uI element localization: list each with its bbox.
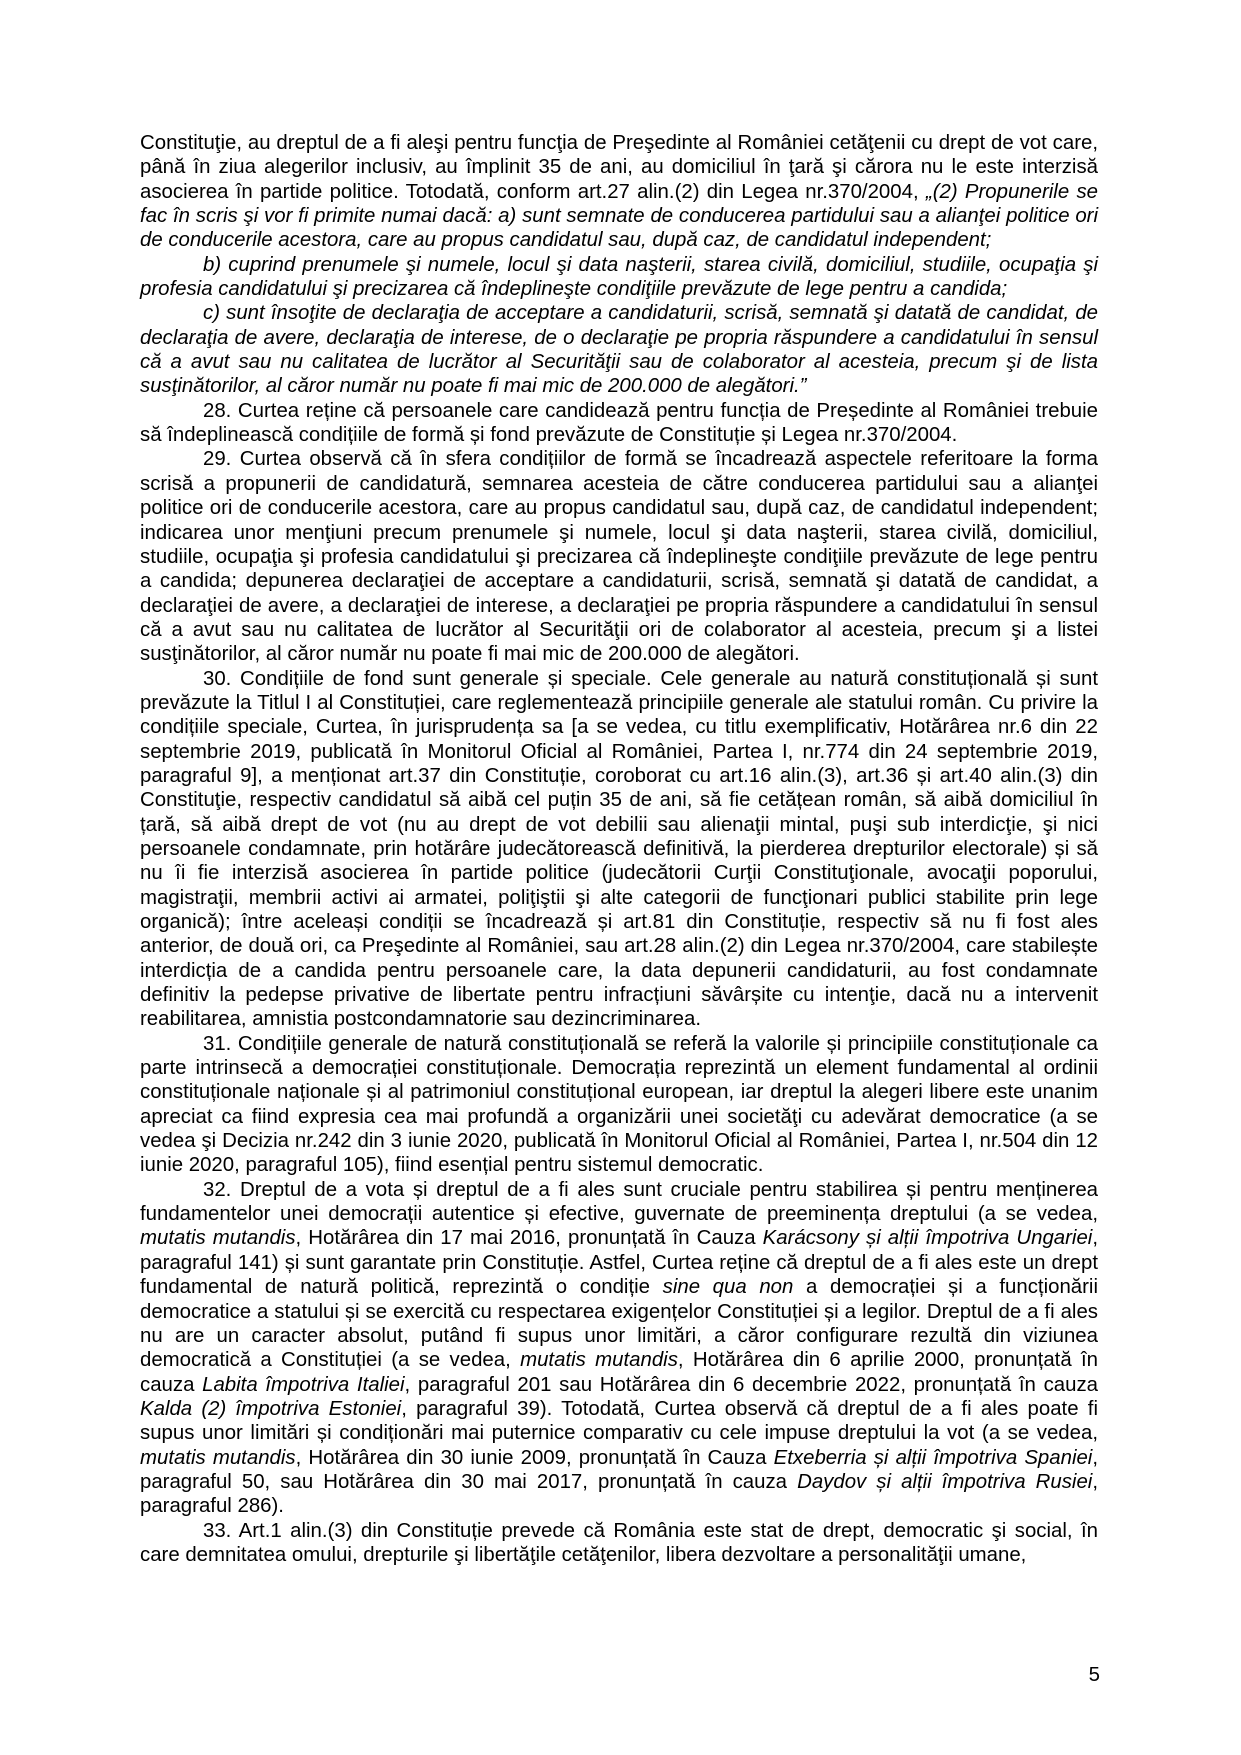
- paragraph: [140, 301, 1098, 398]
- text-run: , paragraful 50, sau Hotărârea din 30 mai 2017, pronunțată în cauza: [140, 1446, 1099, 1493]
- text-run: mutatis mutandis: [140, 1446, 296, 1469]
- text-run: , paragraful 141) și sunt garantate prin Constituție. Astfel, Curtea reține că dreptul de a fi ales este un drept fundamental de natură politică, reprezintă o condiție: [140, 1227, 1098, 1299]
- text-run: a democrației și a funcționării democratice a statului și se exercită cu respectarea exigențelor Constituției și a legilor. Dreptul de a fi ales nu are un caracter absolut, putând fi supus unor limitări, a căror configurare rezultă din viziunea democratică a Constituției (a se vedea,: [140, 1276, 1098, 1372]
- text-run: „(2) Propunerile se fac în scris şi vor fi primite numai dacă: a) sunt semnate de conducerea partidului sau a alianţei politice ori de conducerile acestora, care au propus candidatul sau, după caz, de candidatul independent;: [140, 180, 1098, 252]
- page-number: 5: [1088, 1664, 1100, 1686]
- paragraph: [140, 131, 1098, 253]
- text-run: sine qua non: [662, 1276, 794, 1299]
- text-run: 28. Curtea reține că persoanele care candidează pentru funcția de Președinte al României trebuie să îndeplinească condițiile de formă și fond prevăzute de Constituție și Legea nr.370/2004.: [140, 399, 1098, 447]
- text-run: , paragraful 201 sau Hotărârea din 6 decembrie 2022, pronunțată în cauza: [404, 1373, 1099, 1396]
- text-run: Labita împotriva Italiei: [202, 1373, 405, 1396]
- text-run: Kalda (2) împotriva Estoniei: [140, 1397, 402, 1420]
- paragraph: [140, 447, 1098, 666]
- paragraph: [140, 1032, 1098, 1178]
- text-run: 30. Condițiile de fond sunt generale și speciale. Cele generale au natură constituțională și sunt prevăzute la Titlul I al Constituției, care reglementează principiile generale ale statului român. Cu privire la condițiile speciale, Curtea, în jurisprudența sa [a se vedea, cu titlu exemplificativ, Hotărârea nr.6 din 22 septembrie 2019, publicată în Monitorul Oficial al României, Partea I, nr.774 din 24 septembrie 2019, paragraful 9], a menționat art.37 din Constituție, coroborat cu art.16 alin.(3), art.36 și art.40 alin.(3) din Constituţie, respectiv candidatul să aibă cel puțin 35 de ani, să fie cetățean român, să aibă domiciliul în țară, să aibă drept de vot (nu au drept de vot debilii sau alienaţii mintal, puşi sub interdicţie, şi nici persoanele condamnate, prin hotărâre judecătorească definitivă, la pierderea drepturilor electorale) și să nu îi fie interzisă asocierea în partide politice (judecătorii Curţii Constituţionale, avocaţii poporului, magistraţii, membrii activi ai armatei, poliţiştii şi alte categorii de funcţionari publici stabilite prin lege organică); între aceleași condiții se încadrează și art.81 din Constituție, respectiv să nu fi fost ales anterior, de două ori, ca Preşedinte al României, sau art.28 alin.(2) din Legea nr.370/2004, care stabilește interdicția de a candida pentru persoanele care, la data depunerii candidaturii, au fost condamnate definitiv la pedepse privative de libertate pentru infracțiuni săvârșite cu intenţie, dacă nu a intervenit reabilitarea, amnistia postcondamnatorie sau dezincriminarea.: [140, 667, 1098, 1031]
- text-run: , paragraful 286).: [140, 1470, 1098, 1518]
- paragraph: [140, 253, 1098, 302]
- text-run: mutatis mutandis: [520, 1349, 678, 1372]
- text-run: Constituţie, au dreptul de a fi aleşi pentru funcţia de Preşedinte al României cetăţenii cu drept de vot care, până în ziua alegerilor inclusiv, au împlinit 35 de ani, au domiciliul în ţară şi cărora nu le este interzisă asocierea în partide politice. Totodată, conform art.27 alin.(2) din Legea nr.370/2004,: [140, 132, 1098, 203]
- paragraph: [140, 1519, 1098, 1568]
- document-body: [140, 131, 1098, 1567]
- text-run: , Hotărârea din 17 mai 2016, pronunțată în Cauza: [295, 1227, 763, 1250]
- text-run: , paragraful 39). Totodată, Curtea observă că dreptul de a fi ales poate fi supus unor limitări și condiționări mai puternice comparativ cu cele impuse dreptului la vot (a se vedea,: [140, 1397, 1098, 1445]
- text-run: , Hotărârea din 6 aprilie 2000, pronunțată în cauza: [140, 1349, 1099, 1396]
- text-run: mutatis mutandis: [140, 1227, 296, 1250]
- text-run: Karácsony și alții împotriva Ungariei: [762, 1227, 1093, 1250]
- text-run: Daydov și alții împotriva Rusiei: [797, 1470, 1093, 1493]
- text-run: , Hotărârea din 30 iunie 2009, pronunțată în Cauza: [295, 1446, 774, 1469]
- paragraph: [140, 1178, 1098, 1519]
- paragraph: [140, 667, 1098, 1032]
- text-run: c) sunt însoţite de declaraţia de acceptare a candidaturii, scrisă, semnată şi datată de candidat, de declaraţia de avere, declaraţia de interese, de o declaraţie pe propria răspundere a candidatului în sensul că a avut sau nu calitatea de lucrător al Securităţii sau de colaborator al acesteia, precum şi de lista susţinătorilor, al căror număr nu poate fi mai mic de 200.000 de alegători.”: [140, 302, 1098, 398]
- text-run: 29. Curtea observă că în sfera condițiilor de formă se încadrează aspectele referitoare la forma scrisă a propunerii de candidatură, semnarea acesteia de către conducerea partidului sau a alianţei politice ori de conducerile acestora, care au propus candidatul sau, după caz, de candidatul independent; indicarea unor menţiuni precum prenumele şi numele, locul şi data naşterii, starea civilă, domiciliul, studiile, ocupaţia şi profesia candidatului şi precizarea că îndeplineşte condiţiile prevăzute de lege pentru a candida; depunerea declaraţiei de acceptare a candidaturii, scrisă, semnată şi datată de candidat, a declaraţiei de avere, a declaraţiei de interese, a declaraţiei pe propria răspundere a candidatului în sensul că a avut sau nu calitatea de lucrător al Securităţii ori de colaborator al acesteia, precum şi a listei susţinătorilor, al căror număr nu poate fi mai mic de 200.000 de alegători.: [140, 448, 1098, 666]
- text-run: b) cuprind prenumele şi numele, locul şi data naşterii, starea civilă, domiciliul, studiile, ocupaţia şi profesia candidatului şi precizarea că îndeplineşte condiţiile prevăzute de lege pentru a candida;: [140, 253, 1098, 301]
- text-run: Etxeberria și alții împotriva Spaniei: [773, 1446, 1093, 1469]
- text-run: 33. Art.1 alin.(3) din Constituție prevede că România este stat de drept, democratic şi social, în care demnitatea omului, drepturile şi libertăţile cetăţenilor, libera dezvoltare a personalităţii umane,: [140, 1519, 1098, 1566]
- text-run: 31. Condițiile generale de natură constituțională se referă la valorile și principiile constituționale ca parte intrinsecă a democrației constituționale. Democrația reprezintă un element fundamental al ordinii constituționale naționale și al patrimoniul constituțional european, iar dreptul la alegeri libere este unanim apreciat ca fiind expresia cea mai profundă a organizării unei societăţi cu adevărat democratice (a se vedea şi Decizia nr.242 din 3 iunie 2020, publicată în Monitorul Oficial al României, Partea I, nr.504 din 12 iunie 2020, paragraful 105), fiind esențial pentru sistemul democratic.: [140, 1032, 1098, 1177]
- paragraph: [140, 399, 1098, 448]
- text-run: 32. Dreptul de a vota și dreptul de a fi ales sunt cruciale pentru stabilirea și pentru menținerea fundamentelor unei democrații autentice și efective, guvernate de preeminența dreptului (a se vedea,: [140, 1178, 1098, 1226]
